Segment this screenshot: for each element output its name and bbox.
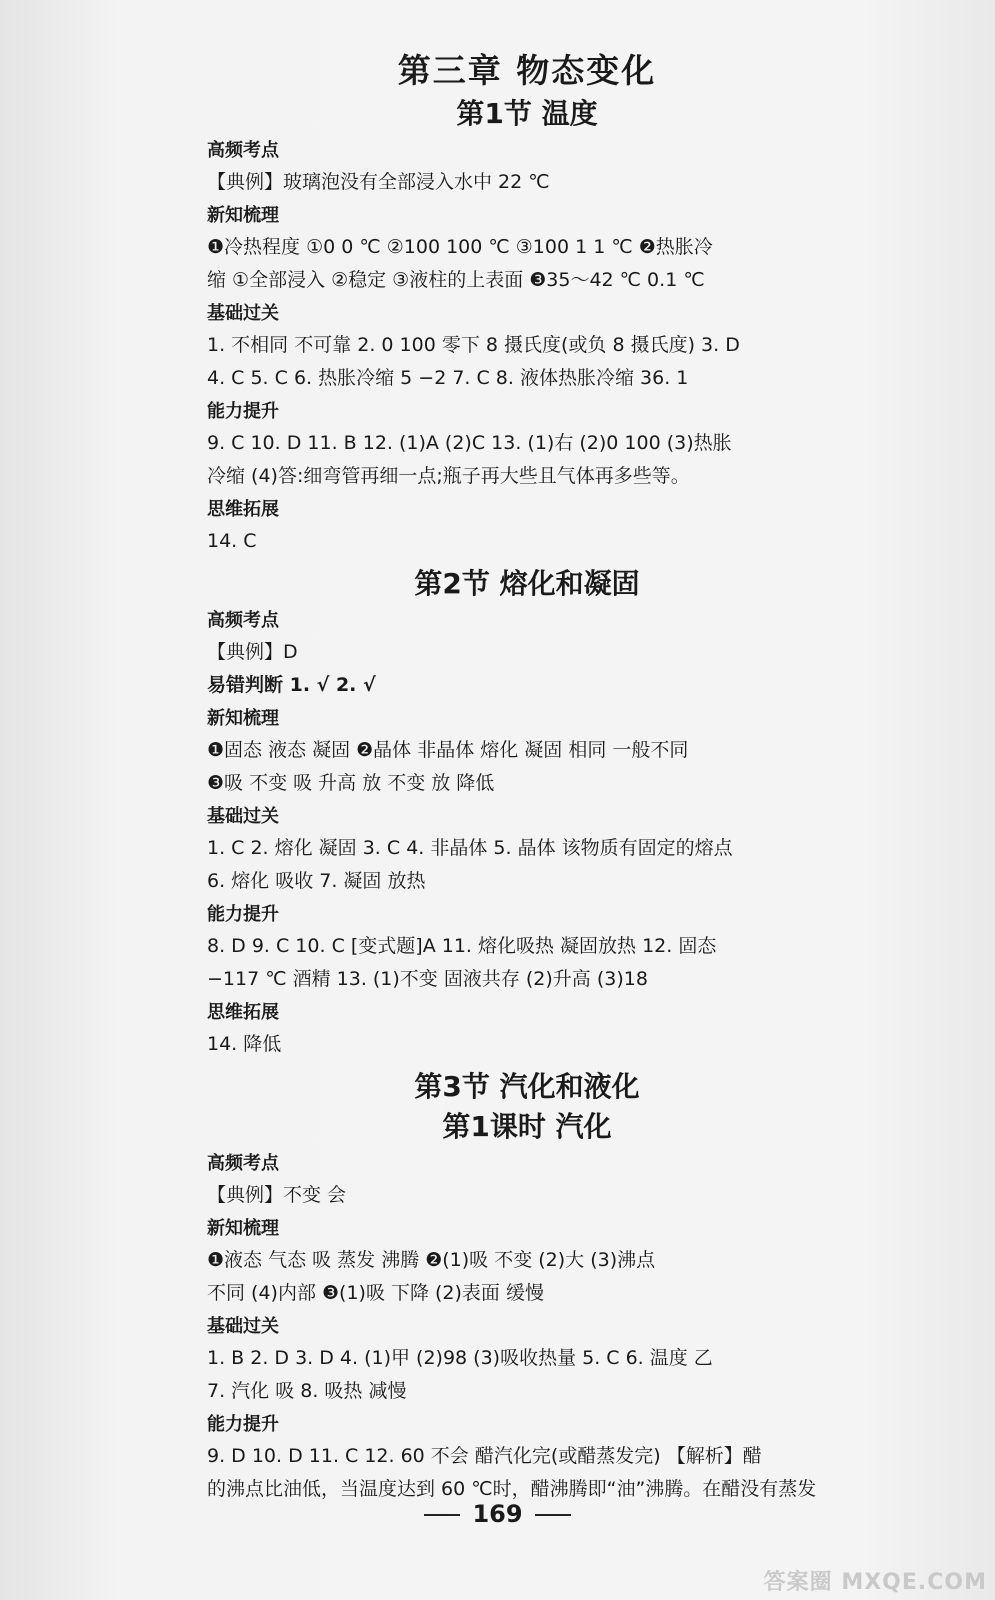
answer-line: 9. D 10. D 11. C 12. 60 不会 醋汽化完(或醋蒸发完) 【解析】醋 [207, 1445, 762, 1467]
heading-new-knowledge: 新知梳理 [207, 205, 279, 226]
answer-line: 缩 ①全部浸入 ②稳定 ③液柱的上表面 ❸35～42 ℃ 0.1 ℃ [207, 269, 705, 291]
answer-line: ❸吸 不变 吸 升高 放 不变 放 降低 [207, 772, 495, 794]
page-content [207, 48, 847, 1506]
answer-line: 易错判断 1. √ 2. √ [207, 674, 376, 696]
answer-line: 的沸点比油低，当温度达到 60 ℃时，醋沸腾即“油”沸腾。在醋没有蒸发 [207, 1478, 817, 1500]
answer-line: 【典例】不变 会 [207, 1184, 347, 1206]
answer-line: ❶冷热程度 ①0 0 ℃ ②100 100 ℃ ③100 1 1 ℃ ❷热胀冷 [207, 236, 713, 258]
answer-line: 1. C 2. 熔化 凝固 3. C 4. 非晶体 5. 晶体 该物质有固定的熔点 [207, 837, 733, 859]
page-number-dash [535, 1514, 571, 1516]
answer-line: 7. 汽化 吸 8. 吸热 减慢 [207, 1380, 407, 1402]
heading-key-points: 高频考点 [207, 610, 279, 631]
answer-line: 14. C [207, 530, 257, 552]
page-number-text: 169 [472, 1500, 523, 1528]
section-2-title: 第2节 熔化和凝固 [414, 567, 640, 600]
heading-ability: 能力提升 [207, 904, 279, 925]
heading-key-points: 高频考点 [207, 140, 279, 161]
page-number-dash [424, 1514, 460, 1516]
section-1 [207, 94, 847, 558]
section-3 [207, 1067, 847, 1506]
answer-line: ❶液态 气态 吸 蒸发 沸腾 ❷(1)吸 不变 (2)大 (3)沸点 [207, 1249, 656, 1271]
heading-new-knowledge: 新知梳理 [207, 1218, 279, 1239]
answer-line: 【典例】D [207, 641, 298, 663]
answer-line: 1. B 2. D 3. D 4. (1)甲 (2)98 (3)吸收热量 5. C 6. 温度 乙 [207, 1347, 713, 1369]
heading-basic: 基础过关 [207, 806, 279, 827]
section-1-title: 第1节 温度 [456, 97, 598, 130]
answer-line: 4. C 5. C 6. 热胀冷缩 5 −2 7. C 8. 液体热胀冷缩 36. 1 [207, 367, 689, 389]
heading-key-points: 高频考点 [207, 1153, 279, 1174]
answer-line: 14. 降低 [207, 1033, 282, 1055]
heading-new-knowledge: 新知梳理 [207, 708, 279, 729]
watermark-logo: 答案圈 MXQE.COM [763, 1570, 987, 1595]
chapter-title: 第三章 物态变化 [397, 51, 657, 90]
answer-line: 【典例】玻璃泡没有全部浸入水中 22 ℃ [207, 171, 550, 193]
lesson-title: 第1课时 汽化 [442, 1110, 612, 1143]
answer-line: 1. 不相同 不可靠 2. 0 100 零下 8 摄氏度(或负 8 摄氏度) 3. D [207, 334, 740, 356]
section-3-title: 第3节 汽化和液化 [414, 1070, 640, 1103]
answer-line: 不同 (4)内部 ❸(1)吸 下降 (2)表面 缓慢 [207, 1282, 544, 1304]
answer-line: 8. D 9. C 10. C [变式题]A 11. 熔化吸热 凝固放热 12. 固态 [207, 935, 717, 957]
answer-line: 6. 熔化 吸收 7. 凝固 放热 [207, 870, 426, 892]
heading-basic: 基础过关 [207, 1316, 279, 1337]
heading-ability: 能力提升 [207, 1414, 279, 1435]
answer-line: 9. C 10. D 11. B 12. (1)A (2)C 13. (1)右 (2)0 100 (3)热胀 [207, 432, 732, 454]
heading-ability: 能力提升 [207, 401, 279, 422]
heading-basic: 基础过关 [207, 303, 279, 324]
heading-extension: 思维拓展 [207, 499, 279, 520]
section-2 [207, 564, 847, 1061]
page-number [0, 1500, 995, 1528]
answer-line: 冷缩 (4)答:细弯管再细一点;瓶子再大些且气体再多些等。 [207, 465, 690, 487]
heading-extension: 思维拓展 [207, 1002, 279, 1023]
answer-line: ❶固态 液态 凝固 ❷晶体 非晶体 熔化 凝固 相同 一般不同 [207, 739, 689, 761]
answer-line: −117 ℃ 酒精 13. (1)不变 固液共存 (2)升高 (3)18 [207, 968, 648, 990]
